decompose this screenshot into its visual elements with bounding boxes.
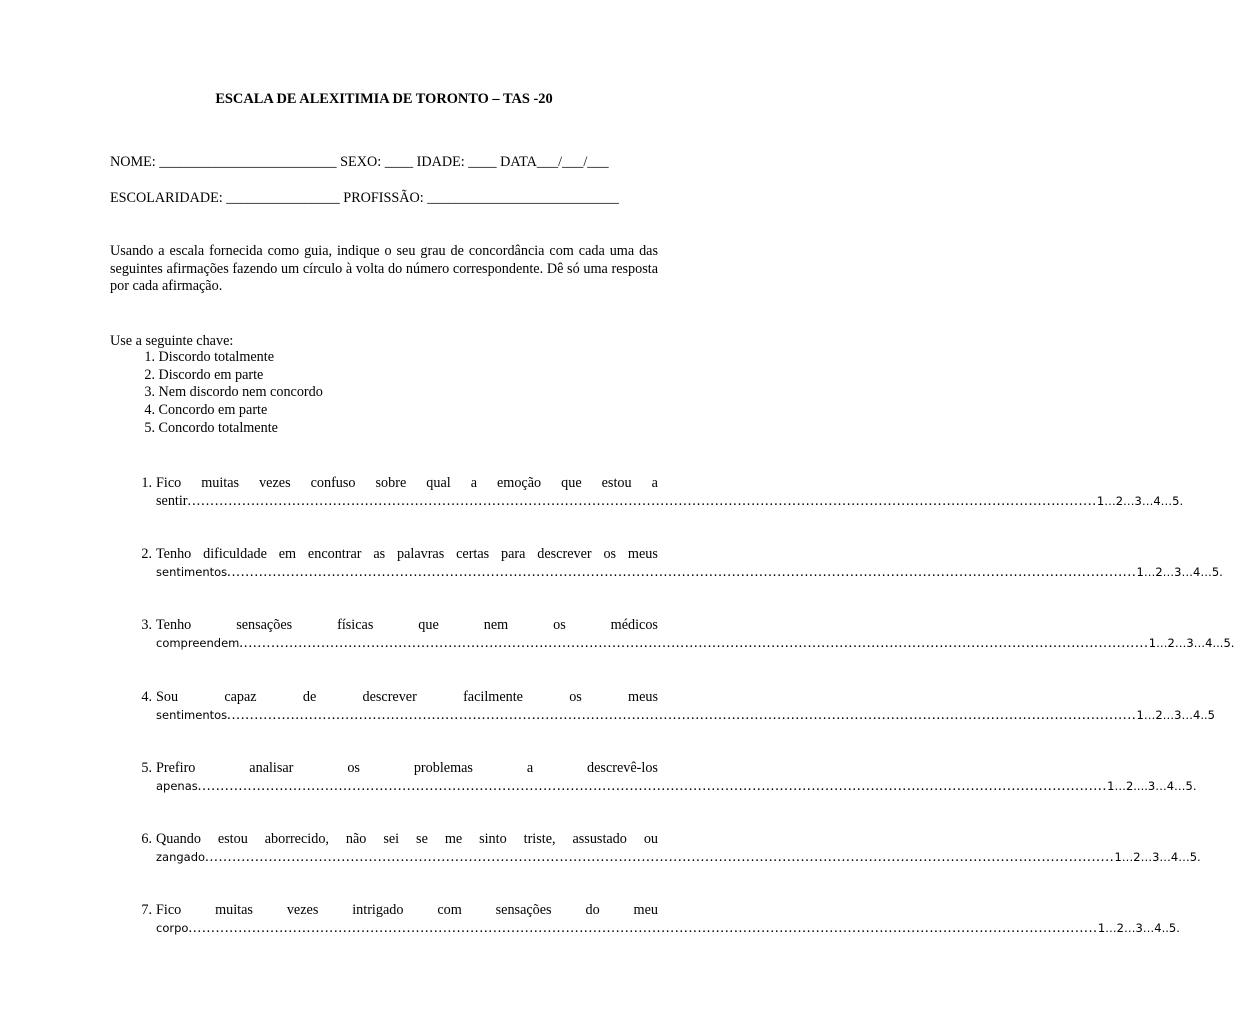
- response-scale[interactable]: 1…2....3…4…5.: [1107, 779, 1197, 793]
- leader-dots: ........................................................................................................................................................................................................: [227, 564, 1137, 580]
- question-word: físicas: [337, 617, 374, 633]
- question-last-word: corpo: [156, 921, 189, 935]
- question-word: descrever: [362, 689, 417, 705]
- question-word: os: [347, 760, 360, 776]
- question-word: intrigado: [352, 902, 404, 918]
- response-scale[interactable]: 1…2…3…4..5.: [1097, 921, 1180, 935]
- question-word: não: [345, 831, 367, 847]
- leader-dots: ........................................................................................................................................................................................................: [205, 849, 1115, 865]
- question-word: sensações: [236, 617, 293, 633]
- question-word: com: [437, 902, 462, 918]
- question-answer-line: [156, 634, 1234, 652]
- key-item: [110, 402, 323, 420]
- question-word: Tenho: [156, 617, 192, 633]
- question-word: ou: [643, 831, 658, 847]
- question-word: nem: [483, 617, 509, 633]
- question-number: 5.: [141, 760, 152, 776]
- response-scale[interactable]: 1…2…3…4..5: [1136, 708, 1215, 722]
- key-item-text: Concordo totalmente: [158, 419, 278, 436]
- question-word: de: [302, 689, 317, 705]
- response-scale[interactable]: 1…2…3…4…5.: [1136, 565, 1223, 579]
- question-word: médicos: [610, 617, 658, 633]
- leader-dots: ........................................................................................................................................................................................................: [239, 635, 1149, 651]
- key-list: [110, 349, 323, 437]
- question-last-word: compreendem: [156, 636, 240, 650]
- question-word: Tenho: [156, 546, 192, 562]
- question-number: 4.: [141, 689, 152, 705]
- question-word: Prefiro: [156, 760, 196, 776]
- question-text: [156, 830, 658, 848]
- question-word: que: [418, 617, 439, 633]
- question-word: a: [526, 760, 534, 776]
- question-answer-line: [156, 492, 1184, 510]
- question-word: a: [470, 475, 477, 491]
- question-number: 3.: [141, 617, 152, 633]
- key-item-number: 3.: [144, 384, 155, 401]
- question-word: triste,: [523, 831, 556, 847]
- question-last-word: zangado: [156, 850, 206, 864]
- question-word: certas: [456, 546, 490, 562]
- question-word: assustado: [572, 831, 627, 847]
- question-word: analisar: [249, 760, 294, 776]
- form-line-education: ESCOLARIDADE: ________________ PROFISSÃO: ___________________________: [110, 190, 619, 206]
- question-answer-line: [156, 777, 1197, 795]
- key-item-number: 4.: [144, 402, 155, 419]
- question-word: meus: [628, 689, 658, 705]
- question-word: descrevê-los: [587, 760, 658, 776]
- key-item-text: Concordo em parte: [158, 402, 268, 419]
- question-word: sinto: [479, 831, 507, 847]
- response-scale[interactable]: 1…2…3…4…5.: [1096, 494, 1184, 508]
- key-item-text: Discordo em parte: [158, 366, 264, 383]
- instructions-paragraph: Usando a escala fornecida como guia, indique o seu grau de concordância com cada uma das seguintes afirmações fazendo um círculo à volta do número correspondente. Dê só uma resposta por cada afirmação.: [110, 243, 658, 295]
- leader-dots: ........................................................................................................................................................................................................: [187, 493, 1097, 509]
- question-word: estou: [601, 475, 632, 491]
- question-word: sei: [383, 831, 400, 847]
- question-word: aborrecido,: [264, 831, 329, 847]
- question-word: qual: [426, 475, 451, 491]
- question-word: estou: [217, 831, 248, 847]
- question-word: dificuldade: [203, 546, 267, 562]
- question-word: Quando: [156, 831, 201, 847]
- key-item: [110, 349, 323, 367]
- question-word: meus: [627, 546, 658, 562]
- question-last-word: sentir: [156, 493, 188, 509]
- question-text: [156, 616, 658, 634]
- question-last-word: sentimentos: [156, 708, 228, 722]
- question-word: em: [278, 546, 297, 562]
- question-answer-line: [156, 848, 1201, 866]
- leader-dots: ........................................................................................................................................................................................................: [227, 707, 1137, 723]
- question-word: palavras: [396, 546, 445, 562]
- question-word: vezes: [286, 902, 319, 918]
- question-word: problemas: [413, 760, 473, 776]
- response-scale[interactable]: 1…2…3…4…5.: [1114, 850, 1201, 864]
- question-word: os: [603, 546, 617, 562]
- question-word: capaz: [224, 689, 257, 705]
- question-word: confuso: [310, 475, 356, 491]
- question-text: [156, 688, 658, 706]
- question-answer-line: [156, 919, 1180, 937]
- question-number: 6.: [141, 831, 152, 847]
- leader-dots: ........................................................................................................................................................................................................: [197, 778, 1108, 794]
- question-word: meu: [633, 902, 658, 918]
- question-word: descrever: [537, 546, 592, 562]
- key-item-number: 5.: [144, 419, 155, 436]
- question-word: me: [444, 831, 463, 847]
- key-item: [110, 367, 323, 385]
- leader-dots: ........................................................................................................................................................................................................: [188, 920, 1098, 936]
- question-word: sensações: [495, 902, 552, 918]
- question-word: sobre: [375, 475, 407, 491]
- question-word: encontrar: [307, 546, 362, 562]
- question-text: [156, 901, 658, 919]
- response-scale[interactable]: 1…2…3…4...5.: [1148, 636, 1234, 650]
- question-word: a: [651, 475, 658, 491]
- question-word: se: [416, 831, 428, 847]
- question-text: [156, 474, 658, 492]
- question-word: vezes: [259, 475, 291, 491]
- question-number: 7.: [141, 902, 152, 918]
- question-word: do: [585, 902, 600, 918]
- question-word: os: [569, 689, 582, 705]
- question-word: emoção: [497, 475, 542, 491]
- question-number: 1.: [141, 475, 152, 491]
- question-word: Fico: [156, 475, 182, 491]
- question-answer-line: [156, 563, 1223, 581]
- question-answer-line: [156, 706, 1215, 724]
- question-word: Sou: [156, 689, 179, 705]
- question-last-word: sentimentos: [156, 565, 228, 579]
- question-word: que: [561, 475, 582, 491]
- key-heading: Use a seguinte chave:: [110, 333, 234, 349]
- question-word: facilmente: [463, 689, 523, 705]
- key-item: [110, 420, 323, 438]
- question-text: [156, 545, 658, 563]
- key-item-number: 2.: [144, 366, 155, 383]
- question-word: Fico: [156, 902, 182, 918]
- question-word: muitas: [215, 902, 253, 918]
- question-word: as: [373, 546, 386, 562]
- question-text: [156, 759, 658, 777]
- key-item-text: Nem discordo nem concordo: [158, 384, 323, 401]
- question-word: os: [553, 617, 566, 633]
- key-item-text: Discordo totalmente: [158, 349, 274, 365]
- document-title: ESCALA DE ALEXITIMIA DE TORONTO – TAS -20: [215, 91, 553, 107]
- form-line-name: NOME: _________________________ SEXO: ____ IDADE: ____ DATA___/___/___: [110, 154, 609, 170]
- question-number: 2.: [141, 546, 152, 562]
- question-last-word: apenas: [156, 779, 198, 793]
- question-word: muitas: [201, 475, 240, 491]
- key-item-number: 1.: [144, 349, 155, 365]
- key-item: [110, 384, 323, 402]
- question-word: para: [501, 546, 526, 562]
